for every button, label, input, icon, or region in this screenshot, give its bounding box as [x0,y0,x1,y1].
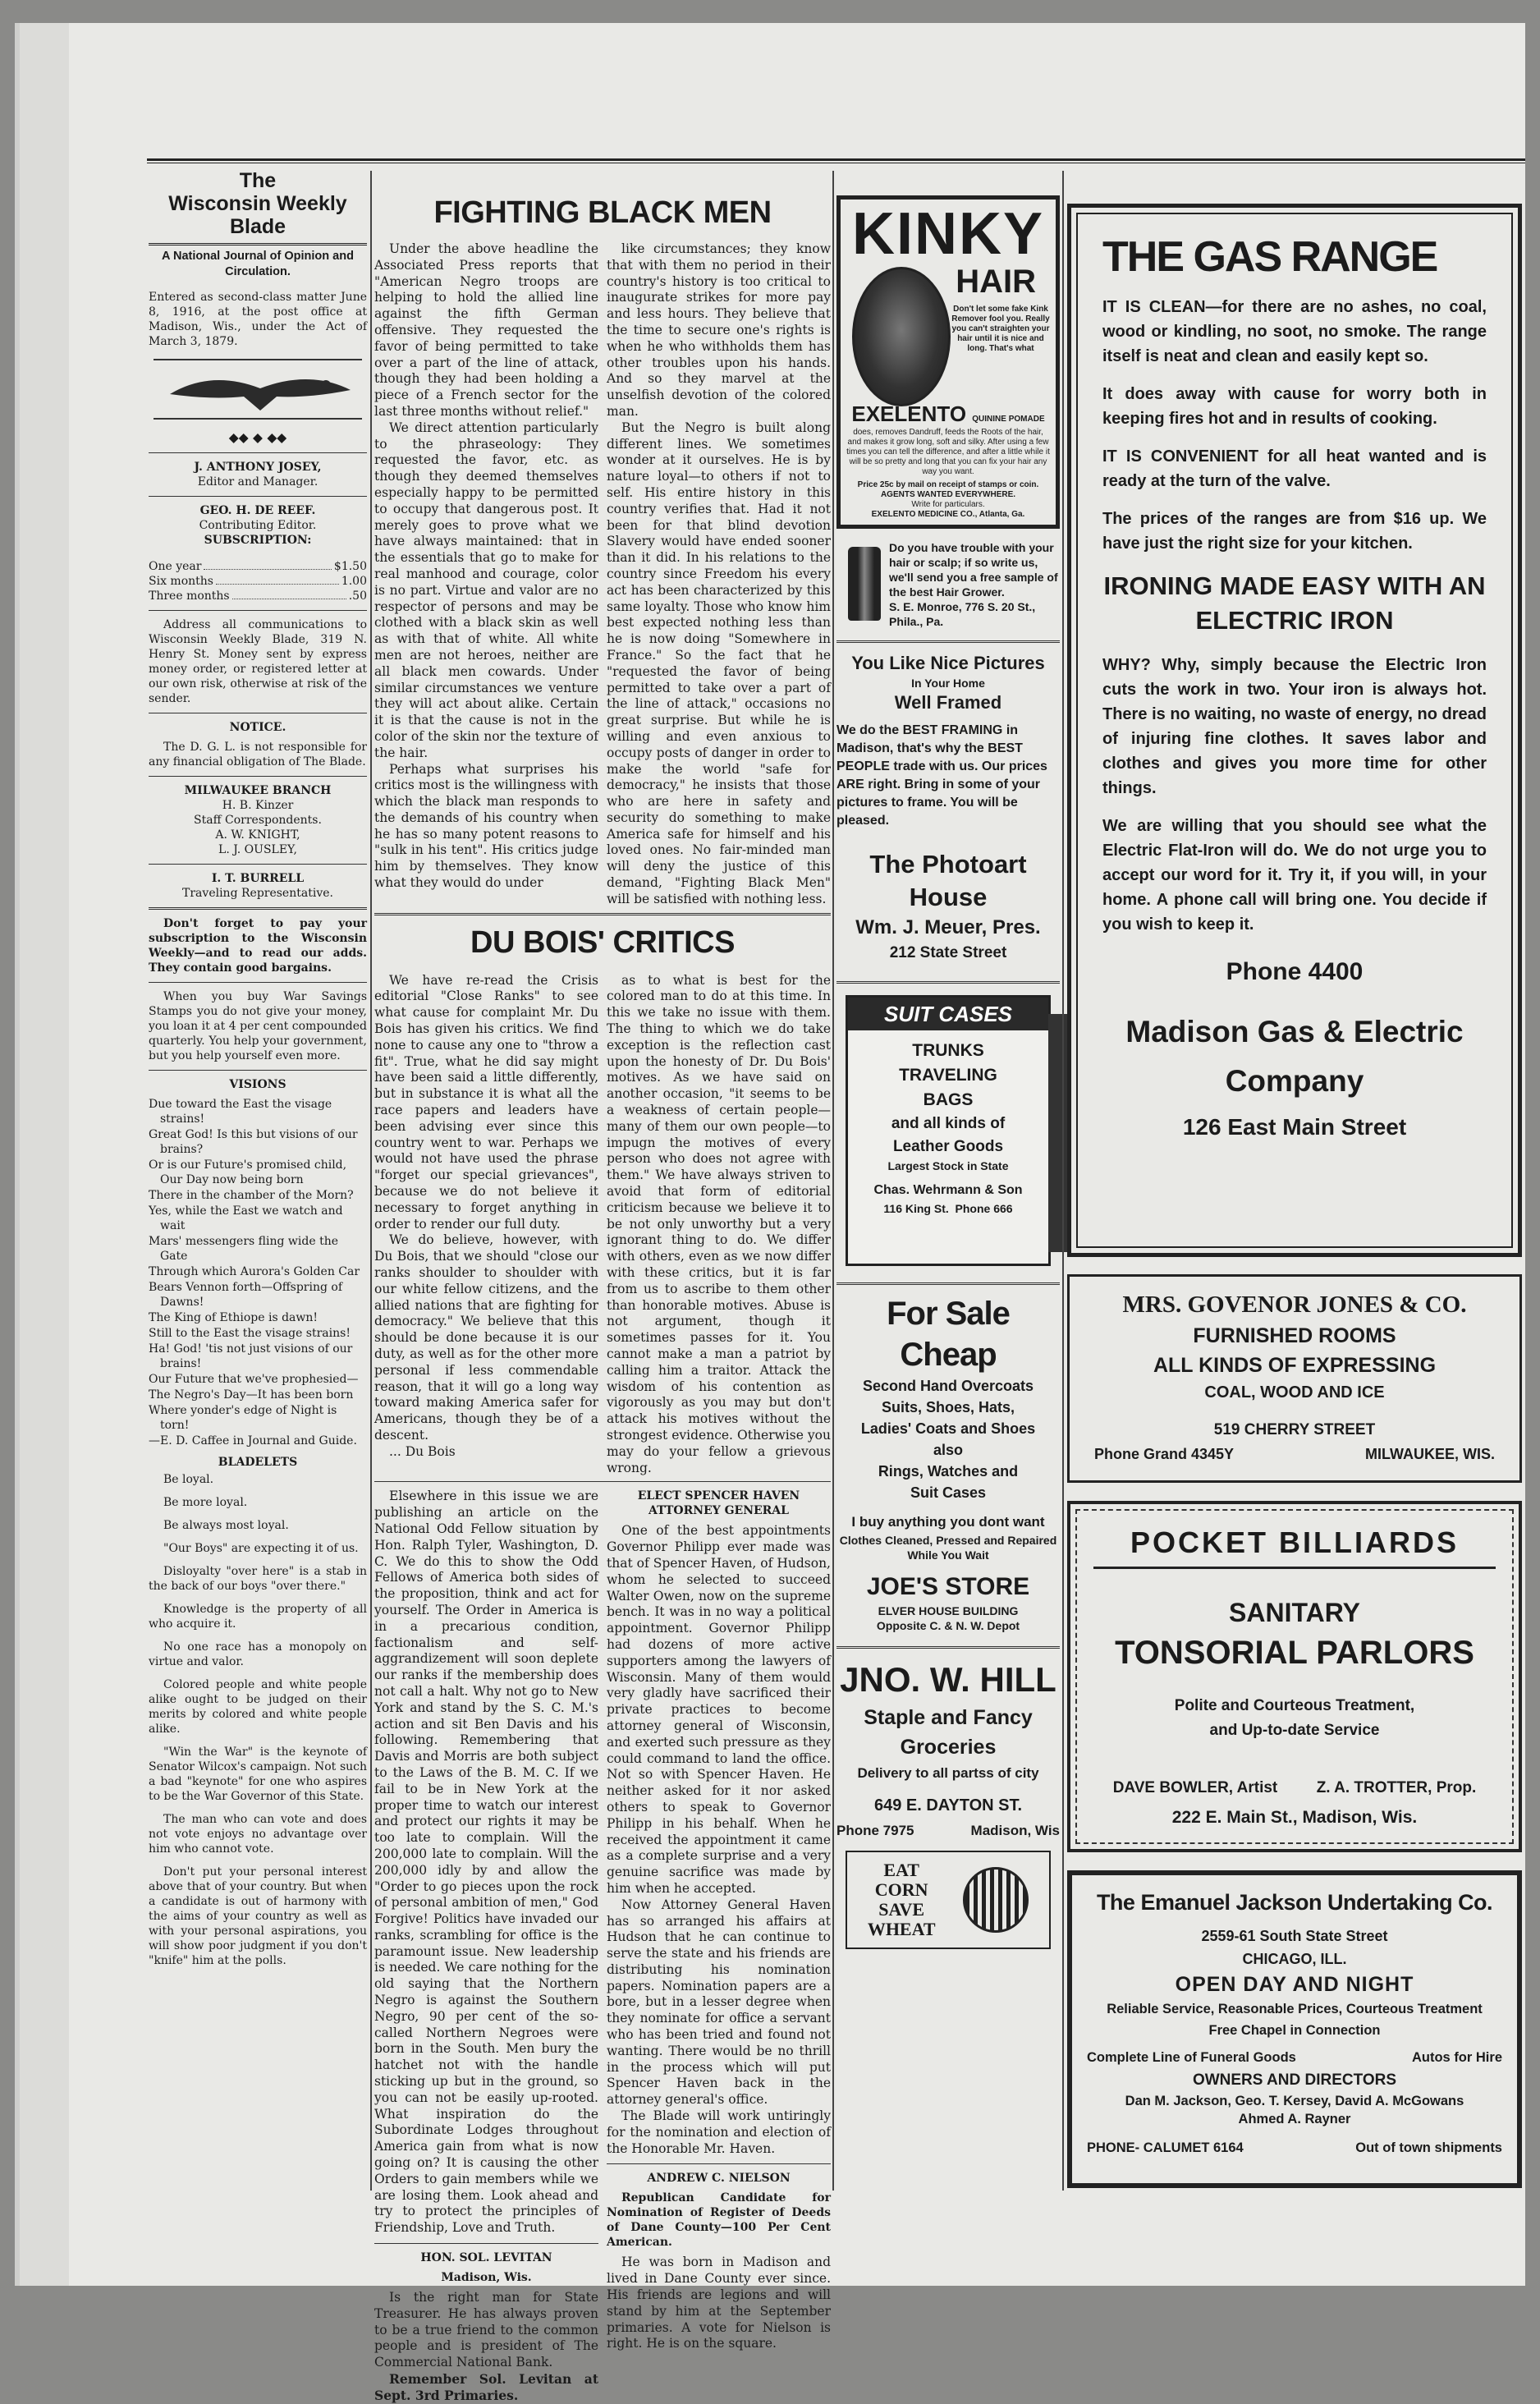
nielson-text: He was born in Madison and lived in Dane County ever since. His friends are legions and will stand by him at the September primaries. A vote for Nielson is right. He is on the square. [607,2255,831,2351]
bladelet-item: "Win the War" is the keynote of Senator Wilcox's campaign. Not such a bad "keynote" for one who aspires to be the War Governor of this State. [149,1745,367,1803]
gas-p2: It does away with cause for worry both in keeping fires hot and in results of cooking. [1102,385,1487,428]
editor-name: J. ANTHONY JOSEY, [194,460,322,474]
poem-line: There in the chamber of the Morn? [149,1188,354,1202]
visions-heading: VISIONS [229,1077,286,1091]
billiards-l4: and Up-to-date Service [1209,1722,1380,1739]
joes-headline: For Sale Cheap [887,1296,1010,1373]
billiards-title: POCKET BILLIARDS [1093,1524,1496,1569]
gas-iron-heading: IRONING MADE EASY WITH AN ELECTRIC IRON [1103,571,1486,635]
rate-three-months [149,589,367,603]
jackson-l4: Autos for Hire [1411,2050,1502,2065]
gas-company: Madison Gas & Electric Company [1125,1015,1464,1098]
poem-line: —E. D. Caffee in Journal and Guide. [149,1434,357,1447]
address-notice: Address all communications to Wisconsin Weekly Blade, 319 N. Henry St. Money sent by express money order, or registered letter at our own risk, otherwise at risk of the sender. [149,617,367,705]
jackson-city: CHICAGO, ILL. [1242,1951,1347,1967]
poem-line: Yes, while the East we watch and wait [149,1204,343,1232]
hill-contact [836,1819,1060,1842]
jackson-l2: Free Chapel in Connection [1208,2023,1381,2038]
bladelets-list [149,1472,367,1968]
bladelet-item: Don't put your personal interest above that of your country. But when a candidate is out of harmony with the aims of your country as well as with your personal aspirations, you will show poor judgment if you don't "knife" him at the polls. [149,1865,367,1967]
small-ads-column [836,169,1060,1949]
jackson-street: 2559-61 South State Street [1201,1928,1388,1944]
article-paragraph: The Blade will work untiringly for the nomination and election of the Honorable Mr. Haven. [607,2108,831,2156]
photoart-line3: Well Framed [894,692,1002,713]
pay-reminder: Don't forget to pay your subscription to the Wisconsin Weekly—and to read our adds. They contain good bargains. [149,916,367,975]
poem-line: Through which Aurora's Golden Car [149,1264,360,1278]
binding-strip [20,23,69,2286]
shield-seal-icon [963,1867,1029,1933]
ornament-icon: ◆◆ ◆ ◆◆ [228,429,287,445]
gas-address: 126 East Main Street [1182,1114,1407,1140]
poem-line: Mars' messengers fling wide the Gate [149,1234,338,1263]
suitcase-line4: and all kinds of [891,1115,1006,1132]
jackson-name: The Emanuel Jackson Undertaking Co. [1096,1890,1493,1915]
billiards-l3: Polite and Courteous Treatment, [1174,1697,1415,1714]
bottle-icon [848,547,881,621]
article-paragraph: like circumstances; they know that with them no period in their country's history is too critical to inaugurate strikes for more pay and less hours. They believe that the time to secure one's rights is when he who withholds them has other troubles upon his hands. And so they marvel at the unselfish devotion of the colored man. [607,241,831,419]
notice-heading: NOTICE. [229,720,286,734]
entry-notice: Entered as second-class matter June 8, 1916, at the post office at Madison, Wis., under the Act of March 3, 1879. [149,291,367,348]
jones-street: 519 CHERRY STREET [1213,1421,1376,1438]
masthead-column [149,169,367,1976]
hill-name: JNO. W. HILL [840,1660,1056,1699]
column-rule [832,171,834,2191]
grower-address: S. E. Monroe, 776 S. 20 St., Phila., Pa. [889,600,1036,628]
suitcase-line2: TRAVELING [899,1066,997,1085]
article-paragraph: One of the best appointments Governor Philipp ever made was that of Spencer Haven, of Hudson, whom he selected to succeed Walter Owen, now on the supreme bench. It was in no way a political appointment. Governor Philipp had dozens of more active supporters among the lawyers of Wisconsin. Many of them would very gladly have sacrificed their private practices to become attorney general of Wisconsin, and exerted such pressure as they could command to land the office. Not so with Spencer Haven. He neither asked for it nor asked others to speak to Governor Philipp in his behalf. When he received the appointment it came as a complete surprise and a very genuine sacrifice was made by him when he accepted. [607,1523,831,1896]
billiards-l2: TONSORIAL PARLORS [1115,1635,1474,1671]
suitcase-firm: Chas. Wehrmann & Son [873,1183,1023,1197]
jackson-phone: PHONE- CALUMET 6164 [1087,2140,1244,2155]
article-paragraph: Under the above headline the Associated Press reports that "American Negro troops are helping to hold the allied line against the fifth German offensive. They requested the favor of being permitted to take over a part of the line of attack, though they had been holding a piece of a French sector for the last three months without relief." [374,241,598,419]
jones-contact [1086,1443,1503,1466]
hill-address: 649 E. DAYTON ST. [873,1796,1023,1814]
kinky-hair-ad [836,195,1060,529]
article-paragraph: But the Negro is built along different lines. We sometimes wonder at it ourselves. He is by nature loyal—to others if not to self. His entire history in this country verifies that. Had it not been for that blind devotion Slavery would have ended sooner than it did. In his relations to the country since Freedom his every act has been characterized by this same loyalty. Those who know him best expected nothing less than he is now doing "Somewhere in France." So the fact that he "requested the favor of being permitted to take over a part of the line of attack," occasions no great surprise. But while he is willing and even anxious to occupy posts of danger in order to make the world "safe for democracy," he insists that those who are here in safety and security do something to make America safe for himself and his loved ones. No fair-minded man will deny the justice of this demand, "Fighting Black Men" will be satisfied with nothing less. [607,420,831,906]
poem-line: Due toward the East the visage strains! [149,1097,332,1126]
article-paragraph: as to what is best for the colored man to do at this time. In this we take no issue with them. The thing to which we do take exception is the reflection cast upon the honesty of Dr. Du Bois' motives. As we have said on another occasion, "it seems to be a weakness of certain people—many of them our own people—to impugn the motives of every person who does not agree with them." We have always striven to avoid that form of editorial criticism because we believe it to be not only unworthy but a very ignorant thing to do. We differ with others, even as we now differ with these critics, but it is far from us to ascribe to them other than honorable motives. Abuse is not argument, though it sometimes passes for it. You cannot make a man a patriot by calling him a traitor. Attack the wisdom of his contention as vigorously as you may but don't attack his motives without the strongest evidence. Otherwise you may do your fellow a grievous wrong. [607,972,831,1475]
poem-line: Still to the East the visage strains! [149,1326,351,1340]
rate-price: $1.50 [333,559,367,573]
jones-ad [1067,1274,1522,1483]
kinky-product-sub: QUININE POMADE [972,415,1045,424]
haven-heading: ELECT SPENCER HAVEN ATTORNEY GENERAL [637,1489,800,1518]
jones-l2: ALL KINDS OF EXPRESSING [1153,1354,1437,1377]
article-paragraph: Perhaps what surprises his critics most is the willingness with which the black man responds to the demands of his country when he has so many potent reasons to "sulk in his tent". His critics judge him by themselves. They know what they would do under [374,761,598,891]
eatcorn-l2: CORN [874,1879,928,1900]
jackson-owners: OWNERS AND DIRECTORS [1192,2071,1397,2089]
poem-line: Ha! God! 'tis not just visions of our brains! [149,1342,353,1370]
suitcase-line1: TRUNKS [912,1041,984,1060]
bladelet-item: Be loyal. [163,1472,214,1486]
jones-phone: Phone Grand 4345Y [1094,1446,1235,1462]
portrait-image [852,267,951,406]
levitan-heading: HON. SOL. LEVITAN [420,2251,552,2265]
subscription-rates [149,559,367,603]
joes-l2: Suits, Shoes, Hats, [881,1399,1015,1415]
branch-heading: MILWAUKEE BRANCH [184,783,332,797]
nielson-heading: ANDREW C. NIELSON [647,2172,791,2186]
dubois-col-b [607,973,831,1477]
poem-line: The Negro's Day—It has been born [149,1388,354,1402]
fighting-col-a [374,241,598,908]
rate-label: One year [149,559,202,573]
bladelet-item: The man who can vote and does not vote enjoys no advantage over him who cannot vote. [149,1812,367,1856]
gas-phone: Phone 4400 [1226,958,1364,985]
article-paragraph: ... Du Bois [389,1443,456,1459]
staff-one: A. W. KNIGHT, [215,828,300,842]
gas-p5: WHY? Why, simply because the Electric Iron cuts the work in two. Your iron is always hot. There is no waiting, no waste of energy, no dread of injuring fine clothes. It saves labor and clothes and gives you more time for other things. [1102,656,1487,797]
article-paragraph: Elsewhere in this issue we are publishing an article on the National Odd Fellow situation by Hon. Ralph Tyler, Washington, D. C. We do this to show the Odd Fellows of America both sides of the proposition, think and act for yourself. The Order in America is in a precarious condition, factionalism and self-aggrandizement will soon deplete our ranks if the membership does not call a halt. Why not go to New York and stand by the S. C. M.'s action and sit Ben Davis and his following. Remembering that Davis and Morris are both subject to the Laws of the B. M. C. If we fail to be in New York at the proper time to watch our interest and protect our rights it may be too late to complain. Will the 200,000 late to complain. Will the 200,000 idly by and allow the "Order to go pieces upon the rock of personal ambition of men," God Forgive! Politics have invaded our ranks, scrambling for office is the paramount issue. New leadership is needed. We care nothing for the old saying that the Northern Negro is against the Southern Negro, 90 per cent of the so-called Northern Negroes were born in the South. Men bury the hatchet not with the handle sticking up but in the ground, so you can not be easily up-rooted. What inspiration do the Subordinate Lodges throughout America gain from what is now going on? It is causing the other Orders to gain members while we are losing them. Look ahead and try to protect the principles of Friendship, Love and Truth. [374,1489,598,2236]
dubois-headline: DU BOIS' CRITICS [470,924,735,960]
column-rule [1062,171,1064,2191]
rate-price: .50 [348,589,367,603]
poem-line: Bears Vennon forth—Offspring of Dawns! [149,1280,343,1309]
kinky-desc: does, removes Dandruff, feeds the Roots of the hair, and makes it grow long, soft and silky. After using a few times you can tell the difference, and after a little while it will be so pretty and long that you can fix your hair any way you want. [846,428,1050,476]
rate-label: Six months [149,574,213,588]
haven-article [607,1523,831,2157]
rate-six-months [149,574,367,589]
articles-area [374,169,831,2404]
war-savings: When you buy War Savings Stamps you do not give your money, you loan it at 4 per cent compounded quarterly. You help your government, but you help yourself even more. [149,989,367,1062]
gas-p6: We are willing that you should see what the Electric Flat-Iron will do. We do not urge you to accept our word for it. Try it, if you will, in your home. A phone call will bring one. You decide if you wish to keep it. [1102,817,1487,934]
suitcase-line5: Leather Goods [892,1138,1004,1155]
jackson-l1: Reliable Service, Reasonable Prices, Courteous Treatment [1107,2002,1483,2016]
gas-range-ad [1067,204,1522,1257]
subscription-heading: SUBSCRIPTION: [204,533,312,547]
haven-nielson-col [607,1489,831,2403]
staff-two: L. J. OUSLEY, [218,842,297,856]
masthead-title-line2: Wisconsin Weekly Blade [168,192,347,238]
rate-price: 1.00 [341,574,367,588]
top-rule [147,158,1525,163]
traveling-name: I. T. BURRELL [211,871,305,885]
gas-p1: IT IS CLEAN—for there are no ashes, no coal, wood or kindling, no soot, no smoke. The range itself is neat and clean and easily kept so. [1102,298,1487,365]
rate-label: Three months [149,589,230,603]
branch-manager: H. B. Kinzer [222,798,294,812]
jackson-l3: Complete Line of Funeral Goods [1087,2050,1296,2065]
jones-city: MILWAUKEE, WIS. [1364,1446,1495,1462]
jackson-ship: Out of town shipments [1355,2140,1502,2155]
joes-store-ad [836,1293,1060,1633]
hill-grocery-ad [836,1657,1060,1842]
billiards-address: 222 E. Main St., Madison, Wis. [1171,1808,1418,1827]
jones-l1: FURNISHED ROOMS [1193,1324,1396,1347]
kinky-title: KINKY [851,201,1044,267]
visions-poem [149,1097,367,1448]
contrib-editor-name: GEO. H. DE REEF. [199,503,316,517]
jackson-names: Dan M. Jackson, Geo. T. Kersey, David A. McGowans Ahmed A. Rayner [1125,2094,1464,2126]
article-paragraph: We direct attention particularly to the phraseology: They requested the favor, etc. as though they deemed themselves especially happy to be permitted to occupy that dangerous post. It merely goes to prove what we have always maintained: that in the essentials that go to make for real manhood and courage, color is no part. Virtue and valor are no respector of persons and may be clothed with a black skin as well as with that of white. All white men are not heroes, neither are all black men cowards. Under similar circumstances we venture they will act about alike. Certain it is that the cause is not in the color of the skin nor the texture of the hair. [374,420,598,760]
article-paragraph: Now Attorney General Haven has so arranged his affairs at Hudson that he can continue to serve the state and his friends are distributing his nomination papers. Nomination papers are a bore, but in a lesser degree when they nominate for office a servant who has been tried and found not wanting. There would be no thrill in the process which will put Spencer Haven back in the attorney general's office. [607,1897,831,2108]
editor-title: Editor and Manager. [197,475,319,489]
oddfellows-article [374,1489,598,2237]
fighting-article [374,241,831,908]
photoart-address: 212 State Street [889,944,1007,961]
kinky-subtitle: HAIR [956,264,1036,300]
photoart-headline: You Like Nice Pictures [851,653,1045,673]
suitcase-contact [848,1201,1048,1216]
suitcase-ad [836,995,1060,1266]
fighting-col-b [607,241,831,908]
bladelet-item: Disloyalty "over here" is a stab in the back of our boys "over there." [149,1564,367,1593]
notice-text: The D. G. L. is not responsible for any financial obligation of The Blade. [149,740,367,768]
joes-l4: also [933,1442,964,1458]
suitcase-line3: BAGS [923,1090,974,1109]
levitan-location: Madison, Wis. [441,2271,532,2285]
photoart-body: We do the BEST FRAMING in Madison, that's why the BEST PEOPLE trade with us. Our prices ARE right. Bring in some of your pictures to frame. You will be pleased. [836,723,1047,828]
billiards-prop: Z. A. TROTTER, Prop. [1316,1779,1477,1796]
article-paragraph: We do believe, however, with Du Bois, that we should "close our ranks shoulder to shoulder with our white fellow citizens, and the allied nations that are fighting for democracy." We believe that this should be done because it is our duty, as well as for the other more personal if less commendable reason, that it will go a long way toward making America safer for Americans, though they be of a descent. [374,1232,598,1443]
levitan-text: Is the right man for State Treasurer. He has always proven to be a true friend to the common people and is president of The Commercial National Bank. [374,2290,598,2370]
hill-l1: Staple and Fancy [864,1706,1033,1729]
masthead-title [149,169,367,238]
eatcorn-l3: SAVE [878,1899,925,1920]
jackson-goods [1087,2046,1502,2069]
bladelet-item: Be always most loyal. [163,1518,289,1532]
fighting-headline: FIGHTING BLACK MEN [433,195,772,230]
bladelets-heading: BLADELETS [218,1455,298,1469]
joes-buy: I buy anything you dont want [851,1514,1045,1530]
billiards-ad [1067,1501,1522,1852]
joes-l6: Suit Cases [910,1484,987,1501]
jones-l3: COAL, WOOD AND ICE [1204,1383,1385,1402]
suitcase-illustration [846,995,1051,1266]
article-paragraph: We have re-read the Crisis editorial "Close Ranks" to see what cause for complaint Mr. Du Bois has given his critics. We find none to cause any one to "throw a fit". True, what he did say might have been said a little differently, but in substance it is what all the race papers and leaders have been advising ever since this country went to war. Perhaps we would not have used the phrase "forget our special grievances", because we do not believe it necessary to forget anything in order to render our full duty. [374,972,598,1232]
gas-title: THE GAS RANGE [1102,233,1437,281]
poem-line: The King of Ethiope is dawn! [149,1310,319,1324]
masthead-tagline: A National Journal of Opinion and Circulation. [149,243,367,280]
suitcase-lid-text: SUIT CASES [848,998,1048,1030]
hill-l3: Delivery to all partss of city [857,1765,1039,1781]
photoart-line2: In Your Home [911,677,985,690]
masthead-title-line1: The [239,169,277,192]
billiards-artist: DAVE BOWLER, Artist [1112,1779,1278,1796]
jackson-undertaking-ad [1067,1870,1522,2188]
joes-location: Opposite C. & N. W. Depot [876,1619,1020,1632]
oddfellows-levitan-col [374,1489,598,2403]
kinky-fine: Don't let some fake Kink Remover fool you. Really you can't straighten your hair until it is nice and long. That's what [951,305,1050,353]
dubois-col-a [374,973,598,1477]
bladelet-item: "Our Boys" are expecting it of us. [163,1541,359,1555]
kinky-write: Write for particulars. [911,500,985,509]
poem-line: Where yonder's edge of Night is torn! [149,1403,337,1432]
joes-l1: Second Hand Overcoats [862,1378,1034,1394]
joes-l3: Ladies' Coats and Shoes [860,1420,1036,1437]
joes-building: ELVER HOUSE BUILDING [878,1604,1019,1617]
joes-name: JOE'S STORE [866,1573,1030,1600]
kinky-agents: AGENTS WANTED EVERYWHERE. [880,490,1016,499]
bladelet-item: Knowledge is the property of all who acquire it. [149,1602,367,1631]
hill-city: Madison, Wis [970,1823,1060,1838]
rate-one-year [149,559,367,574]
eat-corn-ad [846,1851,1051,1949]
eagle-emblem [154,359,362,420]
jackson-open: OPEN DAY AND NIGHT [1175,1973,1414,1996]
bladelet-item: Colored people and white people alike ought to be judged on their merits by colored and white people alike. [149,1677,367,1736]
eatcorn-l1: EAT [883,1860,919,1880]
gas-p3: IT IS CONVENIENT for all heat wanted and is ready at the turn of the valve. [1102,447,1487,490]
jones-name: MRS. GOVENOR JONES & CO. [1122,1291,1467,1318]
kinky-product-name: EXELENTO [851,401,967,426]
hill-l2: Groceries [900,1736,997,1759]
photoart-name: The Photoart House [869,850,1027,911]
kinky-company: EXELENTO MEDICINE CO., Atlanta, Ga. [871,510,1025,519]
joes-l5: Rings, Watches and [878,1463,1019,1480]
billiards-staff [1093,1776,1496,1801]
billiards-l1: SANITARY [1229,1598,1360,1627]
joes-clean: Clothes Cleaned, Pressed and Repaired While You Wait [839,1534,1057,1562]
hair-grower-ad [836,540,1060,629]
eagle-icon [162,365,359,415]
suitcase-address: 116 King St. [883,1202,949,1215]
poem-line: Great God! Is this but visions of our brains? [149,1127,358,1156]
bladelet-item: No one race has a monopoly on virtue and valor. [149,1640,367,1668]
jackson-contact [1087,2136,1502,2159]
hill-phone: Phone 7975 [836,1823,914,1838]
eatcorn-l4: WHEAT [867,1919,936,1939]
nielson-subheading: Republican Candidate for Nomination of Register of Deeds of Dane County—100 Per Cent American. [607,2191,831,2250]
kinky-price: Price 25c by mail on receipt of stamps or coin. [857,480,1039,489]
traveling-title: Traveling Representative. [182,886,333,900]
bladelet-item: Be more loyal. [163,1495,248,1509]
gas-p4: The prices of the ranges are from $16 up. We have just the right size for your kitchen. [1102,510,1487,553]
levitan-reminder: Remember Sol. Levitan at Sept. 3rd Primaries. [374,2371,598,2403]
poem-line: Or is our Future's promised child, Our Day now being born [149,1158,347,1186]
dubois-article [374,973,831,1477]
poem-line: Our Future that we've prophesied— [149,1372,359,1386]
grower-text: Do you have trouble with your hair or scalp; if so write us, we'll send you a free sample of the best Hair Grower. [889,541,1058,599]
column-rule [370,171,372,2191]
suitcase-line6: Largest Stock in State [887,1159,1009,1172]
lower-articles [374,1489,831,2403]
contrib-editor-title: Contributing Editor. [199,518,317,532]
suitcase-phone: Phone 666 [955,1202,1013,1215]
staff-label: Staff Correspondents. [194,813,322,827]
newspaper-page [15,23,1525,2403]
photoart-owner: Wm. J. Meuer, Pres. [855,916,1041,938]
photoart-ad [836,651,1060,965]
